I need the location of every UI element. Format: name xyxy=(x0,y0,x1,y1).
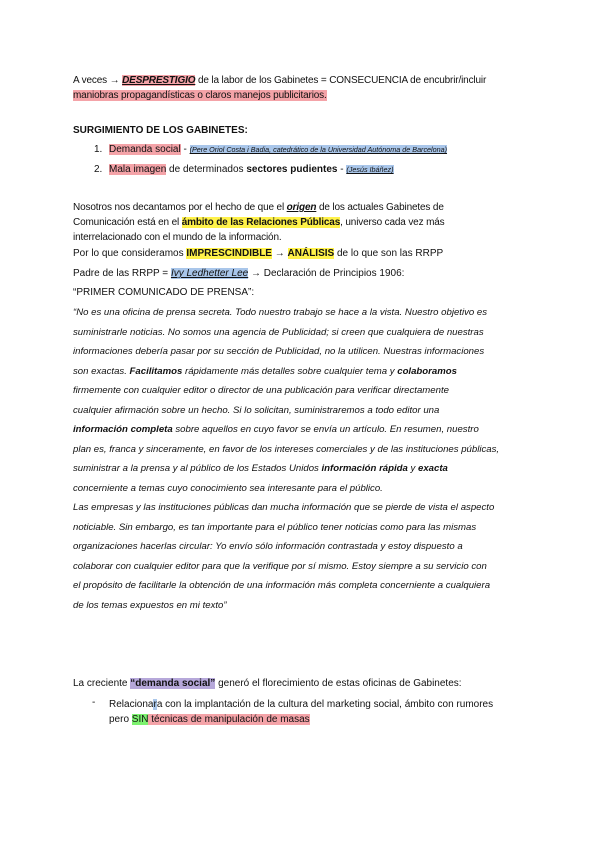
intro-text-2: de la labor de los Gabinetes = CONSECUENCIA de encubrir/incluir xyxy=(195,75,487,86)
origin-text-2: de los actuales Gabinetes de xyxy=(316,202,444,213)
demanda-paragraph xyxy=(73,676,543,691)
list-number: 2. xyxy=(94,164,103,175)
manipulacion-highlight: técnicas de manipulación de masas xyxy=(148,714,310,725)
bullet-text: Relaciona xyxy=(109,699,154,710)
analysis-text: Por lo que consideramos xyxy=(73,248,187,259)
mala-imagen-label: Mala imagen xyxy=(109,164,167,175)
quote-line: concerniente a temas cuyo conocimiento sea interesante para el público. xyxy=(73,482,383,494)
maniobras-highlight: maniobras propagandísticas o claros manejos publicitarios. xyxy=(73,90,327,101)
demanda-text-2: generó el florecimiento de estas oficinas de Gabinetes: xyxy=(215,678,462,689)
quote-line: el propósito de facilitarle la obtención de una información más completa concerniente a cualquiera xyxy=(73,580,491,591)
bullet-dash: - xyxy=(92,697,96,708)
quote-line: son exactas. Facilitamos rápidamente más detalles sobre cualquier tema y colaboramos xyxy=(73,365,457,377)
list-number: 1. xyxy=(94,144,103,155)
analisis-highlight: ANÁLISIS xyxy=(287,248,335,259)
origin-text-4: , universo cada vez más xyxy=(340,217,445,228)
separator: - xyxy=(180,144,190,155)
arrow: → xyxy=(271,248,288,259)
list-text: de determinados xyxy=(166,164,247,175)
quote-line: de los temas expuestos en mi texto” xyxy=(73,599,227,611)
bullet-text-2: a con la implantación de la cultura del marketing social, ámbito con rumores xyxy=(156,699,494,710)
quote-line: colaborar con cualquier editor para que la verifique por sí mismo. Estoy siempre a su servicio con xyxy=(73,560,487,572)
quote-line: organizaciones hacerlas circular: Yo envío sólo información contrastada y estoy dispuesto a xyxy=(73,541,463,552)
sectores-pudientes: sectores pudientes xyxy=(246,164,338,175)
separator: - xyxy=(337,164,347,175)
quote-line: suministrar a la prensa y al público de los Estados Unidos información rápida y exacta xyxy=(73,463,448,474)
sin-highlight: SIN xyxy=(131,714,149,725)
bullet-text-3: pero xyxy=(109,714,132,725)
comunicado-heading: “PRIMER COMUNICADO DE PRENSA”: xyxy=(73,287,255,298)
origin-paragraph xyxy=(73,200,543,245)
origin-text: Nosotros nos decantamos por el hecho de que el xyxy=(73,202,287,213)
quote-line: “No es una oficina de prensa secreta. Todo nuestro trabajo se hace a la vista. Nuestro objetivo es xyxy=(73,307,488,318)
bullet-item xyxy=(109,697,549,727)
demanda-social-highlight: “demanda social” xyxy=(130,678,216,689)
quote-line: firmemente con cualquier editor o director de una publicación para verificar directamente xyxy=(73,385,449,396)
imprescindible-highlight: IMPRESCINDIBLE xyxy=(186,248,272,259)
analysis-line xyxy=(73,246,543,261)
quote-line: suministrarle noticias. No somos una agencia de Publicidad; si creen que cualquiera de nuestras xyxy=(73,326,484,338)
demanda-text: La creciente xyxy=(73,678,131,689)
cursor-letter: r xyxy=(153,699,157,710)
origin-text-5: interrelacionado con el mundo de la información. xyxy=(73,232,282,243)
padre-text: Padre de las RRPP = xyxy=(73,268,171,279)
intro-text: A veces xyxy=(73,75,110,86)
press-release-quote xyxy=(73,303,553,615)
quote-line: información completa sobre aquellos en cuyo favor se envía un artículo. En resumen, nuestro xyxy=(73,424,479,435)
desprestigio-highlight: DESPRESTIGIO xyxy=(122,75,196,86)
list-item-1 xyxy=(94,142,448,157)
padre-text-2: → Declaración de Principios 1906: xyxy=(248,268,405,279)
ibanez-reference: (Jesús Ibáñez) xyxy=(346,165,394,174)
demanda-social-label: Demanda social xyxy=(109,144,181,155)
arrow: → xyxy=(109,75,120,86)
ivy-lee-link: Ivy Ledhetter Lee xyxy=(170,268,249,279)
costa-reference: (Pere Oriol Costa i Badia, catedrático de la Universidad Autónoma de Barcelona) xyxy=(189,145,448,154)
quote-line: cualquier afirmación sobre un hecho. Si lo solicitan, suministraremos a todo editor una xyxy=(73,404,440,416)
list-item-2 xyxy=(94,162,394,177)
quote-line: Las empresas y las instituciones públicas dan mucha información que se pierde de vista el aspecto xyxy=(73,502,495,513)
quote-line: informaciones debería pasar por su sección de Publicidad, no la utilicen. Nuestras informaciones xyxy=(73,346,485,357)
padre-line xyxy=(73,266,543,281)
origen-word: origen xyxy=(286,202,317,213)
analysis-text-2: de lo que son las RRPP xyxy=(334,248,444,259)
origin-text-3: Comunicación está en el xyxy=(73,217,182,228)
relaciones-publicas-highlight: ámbito de las Relaciones Públicas xyxy=(181,217,341,228)
intro-paragraph xyxy=(73,73,543,103)
quote-line: noticiable. Sin embargo, es tan importante para el público tener noticias como para las mismas xyxy=(73,521,477,533)
section-heading: SURGIMIENTO DE LOS GABINETES: xyxy=(73,125,248,136)
quote-line: plan es, franca y sinceramente, en favor de los intereses comerciales y de las instituciones públicas, xyxy=(73,443,500,455)
